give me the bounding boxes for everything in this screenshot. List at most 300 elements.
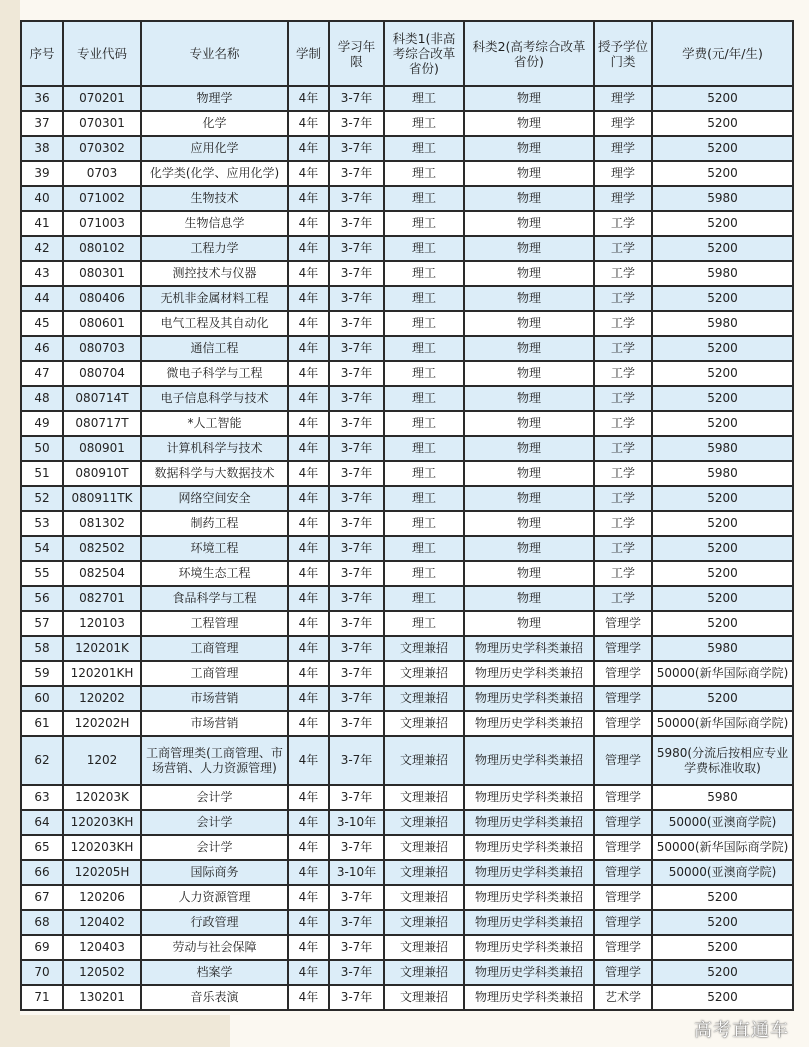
table-row (21, 236, 793, 261)
cell-major-name: 应用化学 (141, 136, 288, 161)
table-row (21, 86, 793, 111)
cell-major-code: 120403 (63, 935, 141, 960)
cell-tuition: 50000(亚澳商学院) (652, 810, 793, 835)
cell-index: 59 (21, 661, 63, 686)
cell-degree-type: 艺术学 (594, 985, 652, 1010)
cell-major-name: 档案学 (141, 960, 288, 985)
header-duration: 学制 (288, 21, 329, 86)
cell-tuition: 5200 (652, 336, 793, 361)
cell-major-name: 环境工程 (141, 536, 288, 561)
table-row (21, 286, 793, 311)
cell-duration: 4年 (288, 910, 329, 935)
cell-degree-type: 工学 (594, 561, 652, 586)
cell-duration: 4年 (288, 186, 329, 211)
table-row (21, 461, 793, 486)
table-row (21, 636, 793, 661)
cell-category-2: 物理 (464, 461, 594, 486)
cell-major-code: 080406 (63, 286, 141, 311)
cell-index: 43 (21, 261, 63, 286)
cell-category-2: 物理 (464, 411, 594, 436)
cell-category-2: 物理 (464, 111, 594, 136)
cell-study-period: 3-7年 (329, 985, 384, 1010)
cell-tuition: 5200 (652, 361, 793, 386)
header-index: 序号 (21, 21, 63, 86)
cell-category-1: 文理兼招 (384, 885, 464, 910)
cell-category-2: 物理 (464, 186, 594, 211)
table-row (21, 436, 793, 461)
table-row (21, 411, 793, 436)
cell-index: 36 (21, 86, 63, 111)
cell-study-period: 3-7年 (329, 586, 384, 611)
cell-major-code: 120402 (63, 910, 141, 935)
cell-tuition: 5200 (652, 486, 793, 511)
cell-major-name: 工商管理 (141, 636, 288, 661)
header-major-code: 专业代码 (63, 21, 141, 86)
table-body (21, 86, 793, 1010)
cell-tuition: 50000(新华国际商学院) (652, 711, 793, 736)
cell-duration: 4年 (288, 960, 329, 985)
cell-major-code: 120103 (63, 611, 141, 636)
cell-major-name: 工程力学 (141, 236, 288, 261)
cell-major-code: 120203K (63, 785, 141, 810)
cell-duration: 4年 (288, 661, 329, 686)
cell-tuition: 5200 (652, 885, 793, 910)
cell-tuition: 5980 (652, 436, 793, 461)
cell-category-2: 物理 (464, 611, 594, 636)
cell-duration: 4年 (288, 835, 329, 860)
cell-category-1: 理工 (384, 86, 464, 111)
table-row (21, 860, 793, 885)
cell-duration: 4年 (288, 885, 329, 910)
cell-study-period: 3-7年 (329, 311, 384, 336)
cell-tuition: 5200 (652, 86, 793, 111)
cell-major-name: 物理学 (141, 86, 288, 111)
cell-category-2: 物理 (464, 436, 594, 461)
cell-category-1: 理工 (384, 111, 464, 136)
table-row (21, 261, 793, 286)
table-row (21, 835, 793, 860)
cell-index: 38 (21, 136, 63, 161)
cell-degree-type: 工学 (594, 436, 652, 461)
cell-major-code: 081302 (63, 511, 141, 536)
cell-index: 56 (21, 586, 63, 611)
cell-study-period: 3-7年 (329, 386, 384, 411)
cell-degree-type: 理学 (594, 86, 652, 111)
cell-duration: 4年 (288, 161, 329, 186)
cell-major-code: 070301 (63, 111, 141, 136)
cell-category-1: 理工 (384, 336, 464, 361)
cell-category-1: 理工 (384, 211, 464, 236)
cell-major-name: 劳动与社会保障 (141, 935, 288, 960)
cell-study-period: 3-7年 (329, 361, 384, 386)
cell-duration: 4年 (288, 261, 329, 286)
cell-study-period: 3-10年 (329, 860, 384, 885)
cell-major-code: 120202H (63, 711, 141, 736)
header-major-name: 专业名称 (141, 21, 288, 86)
cell-index: 63 (21, 785, 63, 810)
background-decoration (0, 1015, 230, 1047)
cell-study-period: 3-7年 (329, 736, 384, 785)
cell-index: 70 (21, 960, 63, 985)
cell-degree-type: 管理学 (594, 686, 652, 711)
cell-major-code: 082701 (63, 586, 141, 611)
cell-duration: 4年 (288, 711, 329, 736)
cell-index: 52 (21, 486, 63, 511)
cell-major-name: 行政管理 (141, 910, 288, 935)
cell-degree-type: 管理学 (594, 835, 652, 860)
cell-category-1: 理工 (384, 236, 464, 261)
cell-degree-type: 工学 (594, 261, 652, 286)
cell-index: 49 (21, 411, 63, 436)
cell-tuition: 5200 (652, 611, 793, 636)
cell-duration: 4年 (288, 810, 329, 835)
cell-study-period: 3-7年 (329, 161, 384, 186)
cell-category-1: 理工 (384, 461, 464, 486)
cell-study-period: 3-7年 (329, 136, 384, 161)
cell-category-1: 文理兼招 (384, 661, 464, 686)
cell-major-name: 通信工程 (141, 336, 288, 361)
cell-study-period: 3-7年 (329, 960, 384, 985)
cell-tuition: 50000(亚澳商学院) (652, 860, 793, 885)
table-row (21, 161, 793, 186)
cell-tuition: 5980 (652, 636, 793, 661)
cell-major-name: *人工智能 (141, 411, 288, 436)
table-row (21, 511, 793, 536)
cell-tuition: 5200 (652, 686, 793, 711)
cell-category-2: 物理 (464, 211, 594, 236)
cell-category-1: 文理兼招 (384, 860, 464, 885)
cell-major-code: 1202 (63, 736, 141, 785)
table-row (21, 361, 793, 386)
cell-category-2: 物理历史学科类兼招 (464, 910, 594, 935)
table-row (21, 686, 793, 711)
cell-category-1: 文理兼招 (384, 910, 464, 935)
cell-category-1: 理工 (384, 486, 464, 511)
cell-major-code: 120502 (63, 960, 141, 985)
cell-major-code: 120203KH (63, 810, 141, 835)
cell-index: 50 (21, 436, 63, 461)
cell-index: 46 (21, 336, 63, 361)
cell-duration: 4年 (288, 411, 329, 436)
cell-study-period: 3-7年 (329, 835, 384, 860)
cell-duration: 4年 (288, 511, 329, 536)
cell-category-1: 文理兼招 (384, 686, 464, 711)
cell-tuition: 5200 (652, 136, 793, 161)
cell-major-name: 环境生态工程 (141, 561, 288, 586)
header-category-2: 科类2(高考综合改革省份) (464, 21, 594, 86)
cell-category-1: 文理兼招 (384, 711, 464, 736)
cell-index: 44 (21, 286, 63, 311)
cell-degree-type: 工学 (594, 586, 652, 611)
cell-duration: 4年 (288, 111, 329, 136)
cell-degree-type: 工学 (594, 336, 652, 361)
cell-study-period: 3-7年 (329, 611, 384, 636)
cell-major-name: 测控技术与仪器 (141, 261, 288, 286)
header-study-period: 学习年限 (329, 21, 384, 86)
cell-tuition: 5980 (652, 461, 793, 486)
cell-major-name: 国际商务 (141, 860, 288, 885)
cell-index: 67 (21, 885, 63, 910)
cell-index: 40 (21, 186, 63, 211)
cell-index: 64 (21, 810, 63, 835)
table-row (21, 561, 793, 586)
cell-tuition: 5200 (652, 960, 793, 985)
cell-major-name: 市场营销 (141, 711, 288, 736)
cell-tuition: 5200 (652, 511, 793, 536)
cell-index: 37 (21, 111, 63, 136)
cell-index: 39 (21, 161, 63, 186)
cell-major-code: 120202 (63, 686, 141, 711)
cell-category-1: 理工 (384, 136, 464, 161)
cell-major-code: 130201 (63, 985, 141, 1010)
cell-tuition: 5200 (652, 561, 793, 586)
cell-major-code: 080102 (63, 236, 141, 261)
cell-study-period: 3-7年 (329, 236, 384, 261)
cell-category-1: 理工 (384, 411, 464, 436)
cell-major-code: 070302 (63, 136, 141, 161)
cell-category-1: 理工 (384, 536, 464, 561)
cell-index: 65 (21, 835, 63, 860)
cell-major-name: 微电子科学与工程 (141, 361, 288, 386)
cell-tuition: 5980 (652, 785, 793, 810)
cell-major-code: 080301 (63, 261, 141, 286)
cell-tuition: 5200 (652, 586, 793, 611)
cell-category-1: 文理兼招 (384, 960, 464, 985)
cell-duration: 4年 (288, 361, 329, 386)
cell-category-2: 物理 (464, 261, 594, 286)
cell-duration: 4年 (288, 236, 329, 261)
cell-major-code: 080703 (63, 336, 141, 361)
cell-tuition: 5200 (652, 111, 793, 136)
cell-category-1: 理工 (384, 436, 464, 461)
cell-major-code: 080714T (63, 386, 141, 411)
header-degree-type: 授予学位门类 (594, 21, 652, 86)
cell-duration: 4年 (288, 586, 329, 611)
cell-category-1: 理工 (384, 361, 464, 386)
cell-study-period: 3-7年 (329, 711, 384, 736)
cell-duration: 4年 (288, 736, 329, 785)
cell-duration: 4年 (288, 336, 329, 361)
cell-degree-type: 工学 (594, 211, 652, 236)
cell-major-name: 人力资源管理 (141, 885, 288, 910)
cell-duration: 4年 (288, 860, 329, 885)
cell-study-period: 3-7年 (329, 486, 384, 511)
cell-category-2: 物理历史学科类兼招 (464, 960, 594, 985)
table-row (21, 486, 793, 511)
header-tuition: 学费(元/年/生) (652, 21, 793, 86)
cell-duration: 4年 (288, 486, 329, 511)
cell-tuition: 5980 (652, 311, 793, 336)
cell-category-1: 文理兼招 (384, 810, 464, 835)
table-row (21, 985, 793, 1010)
header-category-1: 科类1(非高考综合改革省份) (384, 21, 464, 86)
table-row (21, 910, 793, 935)
cell-study-period: 3-7年 (329, 186, 384, 211)
cell-index: 62 (21, 736, 63, 785)
table-row (21, 960, 793, 985)
table-row (21, 211, 793, 236)
cell-category-1: 理工 (384, 311, 464, 336)
cell-category-2: 物理历史学科类兼招 (464, 736, 594, 785)
table-row (21, 386, 793, 411)
cell-category-2: 物理 (464, 161, 594, 186)
cell-duration: 4年 (288, 436, 329, 461)
cell-study-period: 3-7年 (329, 511, 384, 536)
table-row (21, 336, 793, 361)
cell-major-name: 食品科学与工程 (141, 586, 288, 611)
cell-major-code: 071002 (63, 186, 141, 211)
cell-major-code: 070201 (63, 86, 141, 111)
cell-category-2: 物理历史学科类兼招 (464, 885, 594, 910)
cell-degree-type: 工学 (594, 486, 652, 511)
cell-degree-type: 理学 (594, 161, 652, 186)
cell-tuition: 5980(分流后按相应专业学费标准收取) (652, 736, 793, 785)
cell-category-2: 物理历史学科类兼招 (464, 935, 594, 960)
table-header-row (21, 21, 793, 86)
cell-duration: 4年 (288, 686, 329, 711)
cell-duration: 4年 (288, 136, 329, 161)
cell-major-name: 电气工程及其自动化 (141, 311, 288, 336)
table-row (21, 935, 793, 960)
cell-tuition: 5200 (652, 286, 793, 311)
cell-category-1: 理工 (384, 511, 464, 536)
cell-major-code: 071003 (63, 211, 141, 236)
cell-major-code: 080910T (63, 461, 141, 486)
cell-major-code: 120201KH (63, 661, 141, 686)
cell-index: 57 (21, 611, 63, 636)
cell-index: 51 (21, 461, 63, 486)
cell-degree-type: 管理学 (594, 785, 652, 810)
cell-study-period: 3-7年 (329, 111, 384, 136)
cell-category-2: 物理 (464, 486, 594, 511)
cell-major-name: 工商管理 (141, 661, 288, 686)
cell-category-1: 理工 (384, 261, 464, 286)
cell-index: 58 (21, 636, 63, 661)
cell-study-period: 3-7年 (329, 286, 384, 311)
cell-major-name: 会计学 (141, 785, 288, 810)
cell-major-name: 市场营销 (141, 686, 288, 711)
cell-degree-type: 管理学 (594, 611, 652, 636)
cell-category-2: 物理 (464, 336, 594, 361)
table-row (21, 711, 793, 736)
cell-category-2: 物理 (464, 536, 594, 561)
cell-tuition: 5980 (652, 261, 793, 286)
cell-major-code: 080911TK (63, 486, 141, 511)
cell-degree-type: 理学 (594, 111, 652, 136)
table-row (21, 736, 793, 785)
cell-study-period: 3-10年 (329, 810, 384, 835)
cell-major-code: 082504 (63, 561, 141, 586)
cell-category-2: 物理 (464, 236, 594, 261)
cell-duration: 4年 (288, 785, 329, 810)
cell-major-name: 计算机科学与技术 (141, 436, 288, 461)
table-row (21, 611, 793, 636)
cell-major-code: 0703 (63, 161, 141, 186)
cell-duration: 4年 (288, 86, 329, 111)
cell-degree-type: 管理学 (594, 711, 652, 736)
cell-tuition: 5200 (652, 211, 793, 236)
table-row (21, 311, 793, 336)
cell-category-2: 物理 (464, 311, 594, 336)
cell-degree-type: 管理学 (594, 910, 652, 935)
cell-index: 48 (21, 386, 63, 411)
cell-index: 61 (21, 711, 63, 736)
cell-index: 45 (21, 311, 63, 336)
cell-degree-type: 理学 (594, 186, 652, 211)
cell-major-code: 080901 (63, 436, 141, 461)
cell-degree-type: 管理学 (594, 636, 652, 661)
cell-major-code: 120205H (63, 860, 141, 885)
cell-degree-type: 管理学 (594, 935, 652, 960)
cell-tuition: 5200 (652, 910, 793, 935)
cell-category-2: 物理 (464, 386, 594, 411)
cell-study-period: 3-7年 (329, 436, 384, 461)
cell-degree-type: 管理学 (594, 661, 652, 686)
cell-category-1: 理工 (384, 561, 464, 586)
cell-category-2: 物理历史学科类兼招 (464, 860, 594, 885)
cell-duration: 4年 (288, 536, 329, 561)
cell-major-name: 工程管理 (141, 611, 288, 636)
cell-tuition: 5200 (652, 386, 793, 411)
cell-index: 60 (21, 686, 63, 711)
cell-index: 47 (21, 361, 63, 386)
cell-study-period: 3-7年 (329, 261, 384, 286)
cell-category-2: 物理历史学科类兼招 (464, 636, 594, 661)
cell-study-period: 3-7年 (329, 686, 384, 711)
cell-degree-type: 工学 (594, 411, 652, 436)
cell-index: 71 (21, 985, 63, 1010)
cell-category-2: 物理历史学科类兼招 (464, 711, 594, 736)
cell-degree-type: 工学 (594, 386, 652, 411)
cell-category-2: 物理 (464, 561, 594, 586)
cell-study-period: 3-7年 (329, 935, 384, 960)
cell-category-1: 文理兼招 (384, 935, 464, 960)
cell-study-period: 3-7年 (329, 636, 384, 661)
cell-category-1: 文理兼招 (384, 636, 464, 661)
cell-degree-type: 工学 (594, 511, 652, 536)
cell-duration: 4年 (288, 211, 329, 236)
cell-degree-type: 工学 (594, 461, 652, 486)
cell-duration: 4年 (288, 386, 329, 411)
cell-tuition: 5200 (652, 161, 793, 186)
cell-index: 68 (21, 910, 63, 935)
cell-duration: 4年 (288, 985, 329, 1010)
cell-major-name: 工商管理类(工商管理、市场营销、人力资源管理) (141, 736, 288, 785)
cell-category-2: 物理历史学科类兼招 (464, 686, 594, 711)
cell-major-code: 120206 (63, 885, 141, 910)
cell-major-name: 网络空间安全 (141, 486, 288, 511)
table-row (21, 661, 793, 686)
cell-study-period: 3-7年 (329, 885, 384, 910)
cell-category-2: 物理历史学科类兼招 (464, 835, 594, 860)
cell-tuition: 50000(新华国际商学院) (652, 661, 793, 686)
table-row (21, 186, 793, 211)
cell-degree-type: 理学 (594, 136, 652, 161)
cell-duration: 4年 (288, 461, 329, 486)
cell-major-name: 会计学 (141, 810, 288, 835)
cell-degree-type: 工学 (594, 536, 652, 561)
cell-degree-type: 管理学 (594, 736, 652, 785)
cell-category-2: 物理 (464, 286, 594, 311)
cell-category-2: 物理 (464, 586, 594, 611)
cell-tuition: 5200 (652, 411, 793, 436)
cell-major-code: 080704 (63, 361, 141, 386)
cell-major-name: 化学 (141, 111, 288, 136)
cell-duration: 4年 (288, 935, 329, 960)
cell-category-1: 理工 (384, 161, 464, 186)
cell-degree-type: 管理学 (594, 860, 652, 885)
table-row (21, 586, 793, 611)
